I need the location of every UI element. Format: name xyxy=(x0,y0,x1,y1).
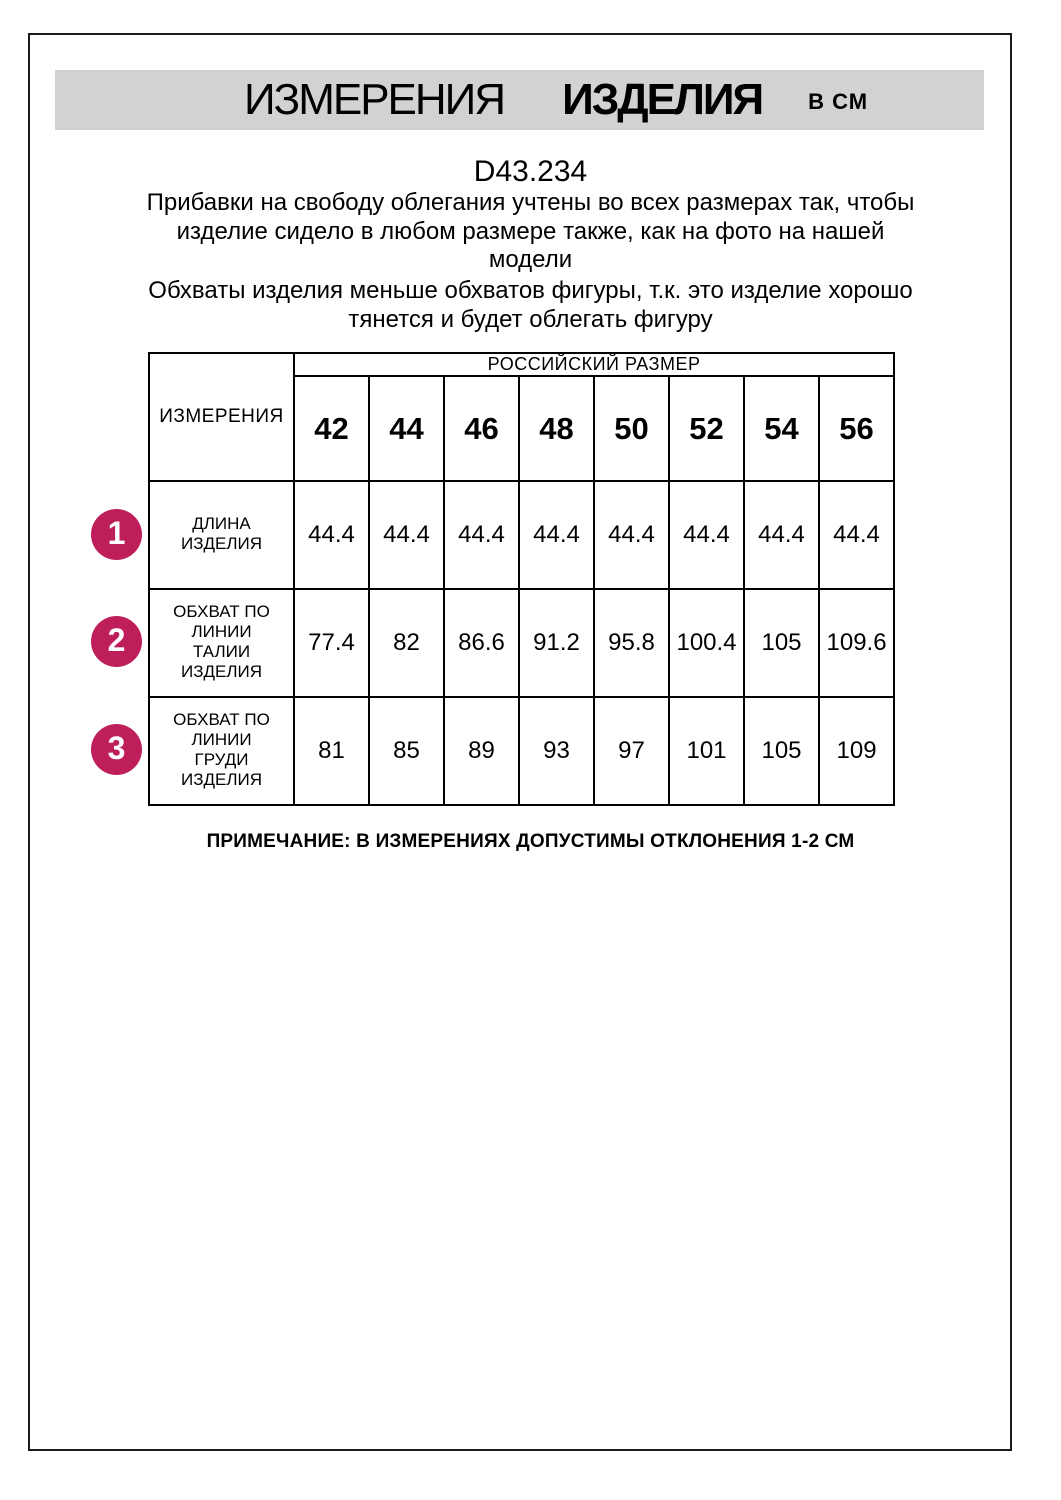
intro-line: изделие сидело в любом размере также, как на фото на нашей xyxy=(176,217,885,245)
cell-value: 44.4 xyxy=(819,481,894,589)
intro-line: Обхваты изделия меньше обхватов фигуры, т.к. это изделие хорошо xyxy=(148,277,913,304)
size-column-header: 42 xyxy=(294,376,369,481)
row-number-badge-3: 3 xyxy=(91,724,142,775)
cell-value: 105 xyxy=(744,697,819,805)
title-unit-label: В СМ xyxy=(808,89,869,114)
size-column-header: 46 xyxy=(444,376,519,481)
intro-paragraph-stretch xyxy=(0,277,1061,334)
size-column-header: 50 xyxy=(594,376,669,481)
cell-value: 105 xyxy=(744,589,819,697)
cell-value: 44.4 xyxy=(594,481,669,589)
cell-value: 100.4 xyxy=(669,589,744,697)
cell-value: 95.8 xyxy=(594,589,669,697)
size-column-header: 56 xyxy=(819,376,894,481)
cell-value: 81 xyxy=(294,697,369,805)
table-row xyxy=(149,589,894,697)
intro-line: Прибавки на свободу облегания учтены во всех размерах так, чтобы xyxy=(146,189,915,216)
row-label: ДЛИНА ИЗДЕЛИЯ xyxy=(149,481,294,589)
table-row xyxy=(149,481,894,589)
cell-value: 101 xyxy=(669,697,744,805)
cell-value: 85 xyxy=(369,697,444,805)
title-bar xyxy=(55,70,984,130)
note: ПРИМЕЧАНИЕ: В ИЗМЕРЕНИЯХ ДОПУСТИМЫ ОТКЛОНЕНИЯ 1-2 СМ xyxy=(206,831,855,852)
row-number-badge-2: 2 xyxy=(91,616,142,667)
cell-value: 44.4 xyxy=(669,481,744,589)
cell-value: 44.4 xyxy=(744,481,819,589)
intro-line: тянется и будет облегать фигуру xyxy=(348,305,713,333)
cell-value: 91.2 xyxy=(519,589,594,697)
row-number-badge-1: 1 xyxy=(91,509,142,560)
cell-value: 86.6 xyxy=(444,589,519,697)
size-column-header: 52 xyxy=(669,376,744,481)
size-column-header: 54 xyxy=(744,376,819,481)
size-table xyxy=(148,352,895,806)
cell-value: 44.4 xyxy=(294,481,369,589)
model-code: D43.234 xyxy=(473,155,588,188)
size-column-header: 48 xyxy=(519,376,594,481)
intro-line: модели xyxy=(488,246,573,273)
size-table-section xyxy=(0,352,1061,804)
row-label: ОБХВАТ ПО ЛИНИИ ГРУДИ ИЗДЕЛИЯ xyxy=(149,697,294,805)
cell-value: 109 xyxy=(819,697,894,805)
cell-value: 82 xyxy=(369,589,444,697)
title-measurements-label: ИЗМЕРЕНИЯ xyxy=(244,75,505,124)
cell-value: 93 xyxy=(519,697,594,805)
cell-value: 44.4 xyxy=(369,481,444,589)
intro-paragraph-fit xyxy=(0,189,1061,275)
measurements-column-header: ИЗМЕРЕНИЯ xyxy=(149,353,294,481)
cell-value: 97 xyxy=(594,697,669,805)
table-row xyxy=(149,697,894,805)
size-column-header: 44 xyxy=(369,376,444,481)
cell-value: 44.4 xyxy=(444,481,519,589)
cell-value: 109.6 xyxy=(819,589,894,697)
cell-value: 89 xyxy=(444,697,519,805)
cell-value: 77.4 xyxy=(294,589,369,697)
row-label: ОБХВАТ ПО ЛИНИИ ТАЛИИ ИЗДЕЛИЯ xyxy=(149,589,294,697)
title-product-label: ИЗДЕЛИЯ xyxy=(562,75,763,124)
russian-size-header: РОССИЙСКИЙ РАЗМЕР xyxy=(294,353,894,376)
cell-value: 44.4 xyxy=(519,481,594,589)
